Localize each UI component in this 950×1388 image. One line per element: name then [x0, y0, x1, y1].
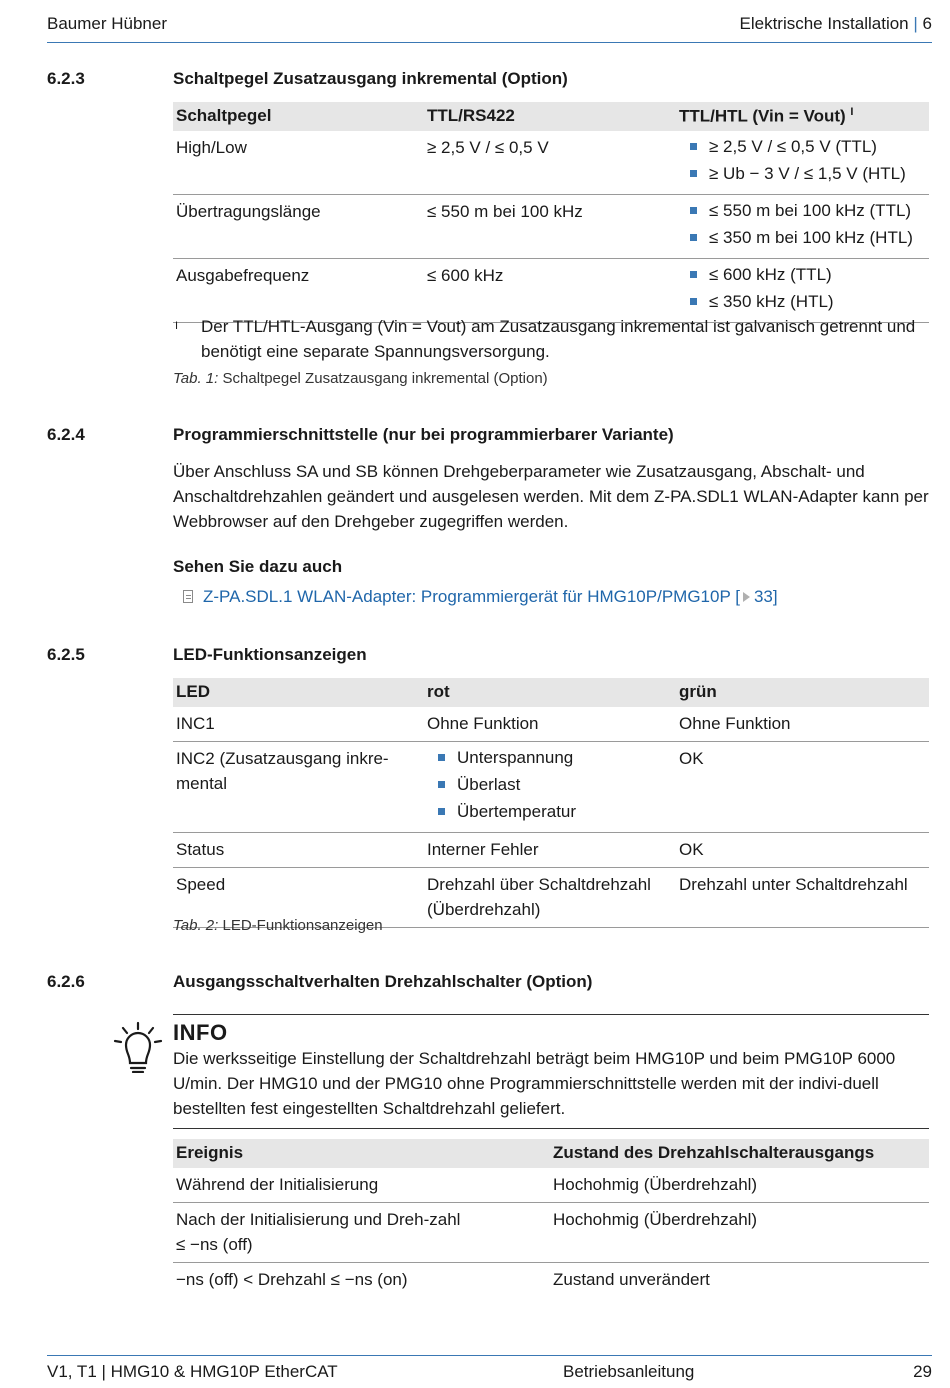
- table-row: [173, 1203, 929, 1263]
- table-cell: Speed: [173, 868, 424, 928]
- col-header: TTL/RS422: [424, 102, 676, 131]
- table-led: [173, 678, 929, 928]
- table-cell: INC2 (Zusatzausgang inkre-mental: [173, 742, 424, 833]
- page-footer: [47, 1355, 932, 1388]
- table-cell: OK: [676, 833, 929, 868]
- table-cell: −ns (off) < Drehzahl ≤ −ns (on): [176, 1270, 408, 1289]
- table-header-row: [173, 1139, 929, 1168]
- table-row: [173, 259, 929, 323]
- table-cell: Während der Initialisierung: [173, 1168, 550, 1203]
- table-header-row: [173, 678, 929, 707]
- section-title: Schaltpegel Zusatzausgang inkremental (Option): [173, 69, 568, 88]
- section-title: Ausgangsschaltverhalten Drehzahlschalter (Option): [173, 972, 593, 991]
- list-item: ≥ Ub − 3 V / ≤ 1,5 V (HTL): [679, 159, 926, 189]
- list-item: Übertemperatur: [427, 797, 673, 827]
- table-cell: ≤ 550 m bei 100 kHz: [424, 195, 676, 259]
- section-title: Programmierschnittstelle (nur bei programmierbarer Variante): [173, 425, 674, 444]
- table-cell: Status: [173, 833, 424, 868]
- table-cell: High/Low: [173, 131, 424, 195]
- caption-text: Schaltpegel Zusatzausgang inkremental (Option): [222, 370, 548, 387]
- table-row: [173, 1263, 929, 1298]
- see-also-heading: Sehen Sie dazu auch: [173, 557, 343, 576]
- list-item: Überlast: [427, 770, 673, 800]
- header-page-number: 6: [922, 14, 932, 33]
- table-cell: [424, 742, 676, 833]
- info-text: Die werksseitige Einstellung der Schaltdrehzahl beträgt beim HMG10P und beim PMG10P 6000 U/min. Der HMG10 und der PMG10 ohne Programmierschnittstelle werden mit der indivi-duell bestellten fest eingestellten Schaltdrehzahl geliefert.: [173, 1049, 896, 1118]
- header-section-title: Elektrische Installation: [739, 14, 909, 33]
- footnote-text: Der TTL/HTL-Ausgang (Vin = Vout) am Zusatzausgang inkremental ist galvanisch getrennt und benötigt eine separate Spannungsversorgung.: [201, 317, 916, 361]
- table-footnote: [173, 314, 929, 364]
- list-item: ≤ 350 m bei 100 kHz (HTL): [679, 223, 926, 253]
- table-cell: [676, 131, 929, 195]
- bullet-list: [679, 196, 926, 253]
- col-header: [676, 102, 929, 131]
- table-schaltpegel: [173, 102, 929, 323]
- table-cell: Zustand unverändert: [553, 1270, 710, 1289]
- table-cell: INC1: [173, 707, 424, 742]
- table-cell: ≤ 600 kHz: [424, 259, 676, 323]
- table-cell: Ohne Funktion: [424, 707, 676, 742]
- table-cell: Ausgabefrequenz: [173, 259, 424, 323]
- bullet-list: [679, 132, 926, 189]
- caption-text: LED-Funktionsanzeigen: [222, 917, 383, 934]
- section-title: LED-Funktionsanzeigen: [173, 645, 367, 664]
- table-caption: [173, 917, 929, 934]
- page-arrow-icon: [743, 592, 750, 602]
- caption-label: Tab. 2:: [173, 917, 219, 934]
- document-icon: [183, 590, 193, 603]
- footer-document-id: V1, T1 | HMG10 & HMG10P EtherCAT: [47, 1362, 338, 1381]
- list-item: Unterspannung: [427, 743, 673, 773]
- table-cell: Drehzahl unter Schaltdrehzahl: [676, 868, 929, 928]
- header-section: [740, 14, 933, 34]
- table-cell: Nach der Initialisierung und Dreh-zahl ≤ −ns (off): [173, 1203, 550, 1263]
- list-item: ≤ 350 kHz (HTL): [679, 287, 926, 317]
- table-cell: Hochohmig (Überdrehzahl): [550, 1203, 929, 1263]
- table-cell: Interner Fehler: [424, 833, 676, 868]
- table-cell: Ohne Funktion: [676, 707, 929, 742]
- table-cell: [676, 259, 929, 323]
- header-company: Baumer Hübner: [47, 14, 168, 33]
- page-header: [47, 12, 932, 43]
- table-row: [173, 707, 929, 742]
- section-number: 6.2.6: [47, 972, 85, 991]
- col-header: Schaltpegel: [173, 102, 424, 131]
- lightbulb-icon: [112, 1021, 164, 1073]
- col-header: rot: [424, 678, 676, 707]
- list-item: ≥ 2,5 V / ≤ 0,5 V (TTL): [679, 132, 926, 162]
- table-row: [173, 131, 929, 195]
- bullet-list: [427, 743, 673, 827]
- list-item: ≤ 550 m bei 100 kHz (TTL): [679, 196, 926, 226]
- section-number: 6.2.4: [47, 425, 85, 444]
- section-number: 6.2.3: [47, 69, 85, 88]
- table-caption: [173, 370, 929, 387]
- section-paragraph: Über Anschluss SA und SB können Drehgeberparameter wie Zusatzausgang, Abschalt- und Anschaltdrehzahlen geändert und ausgelesen werden. Mit dem Z-PA.SDL1 WLAN-Adapter kann per Webbrowser auf den Drehgeber zugegriffen werden.: [173, 462, 929, 531]
- col-header: grün: [676, 678, 929, 707]
- table-row: [173, 195, 929, 259]
- footnote-mark: I: [175, 320, 179, 332]
- table-cell: OK: [676, 742, 929, 833]
- col-header: Ereignis: [173, 1139, 550, 1168]
- table-cell: Drehzahl über Schaltdrehzahl (Überdrehzahl): [424, 868, 676, 928]
- info-title: INFO: [173, 1020, 228, 1045]
- table-row: [173, 742, 929, 833]
- col-header: Zustand des Drehzahlschalterausgangs: [550, 1139, 929, 1168]
- table-cell: Hochohmig (Überdrehzahl): [550, 1168, 929, 1203]
- section-number: 6.2.5: [47, 645, 85, 664]
- col-header: LED: [173, 678, 424, 707]
- info-box: [173, 1014, 929, 1129]
- see-also-link[interactable]: [203, 587, 778, 607]
- bullet-list: [679, 260, 926, 317]
- footnote-reference: I: [850, 106, 854, 118]
- table-header-row: [173, 102, 929, 131]
- table-cell: ≥ 2,5 V / ≤ 0,5 V: [424, 131, 676, 195]
- table-drehzahlschalter: [173, 1139, 929, 1297]
- table-row: [173, 833, 929, 868]
- footer-document-type: Betriebsanleitung: [563, 1362, 695, 1381]
- table-row: [173, 1168, 929, 1203]
- footer-page-number: 29: [913, 1362, 932, 1381]
- header-separator: |: [913, 14, 918, 33]
- table-cell: Übertragungslänge: [173, 195, 424, 259]
- table-cell: [676, 195, 929, 259]
- col-header-text: TTL/HTL (Vin = Vout): [679, 106, 846, 126]
- caption-label: Tab. 1:: [173, 370, 219, 387]
- list-item: ≤ 600 kHz (TTL): [679, 260, 926, 290]
- link-text: Z-PA.SDL.1 WLAN-Adapter: Programmiergerät für HMG10P/PMG10P [: [203, 587, 740, 606]
- info-divider: [173, 1128, 929, 1129]
- link-page: 33]: [753, 587, 778, 606]
